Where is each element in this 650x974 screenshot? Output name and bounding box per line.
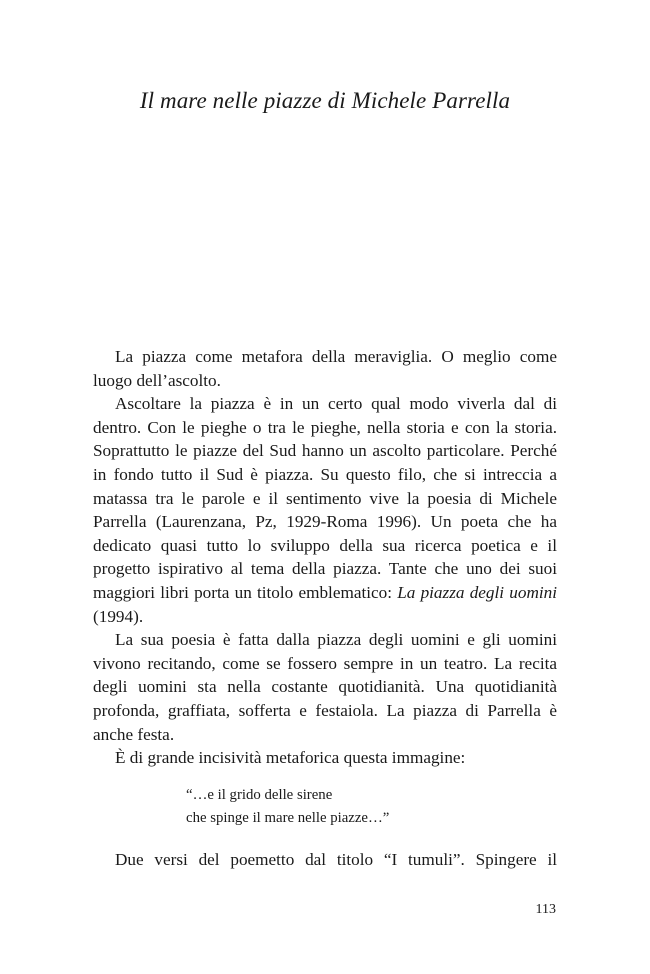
body-text — [93, 345, 557, 871]
verse-line: che spinge il mare nelle piazze…” — [186, 810, 390, 827]
book-title: La piazza degli uomini — [397, 582, 558, 602]
chapter-title: Il mare nelle piazze di Michele Parrella — [139, 88, 511, 113]
page-number: 113 — [535, 902, 556, 917]
paragraph: È di grande incisività metaforica questa immagine: — [115, 748, 466, 768]
book-year: (1994). — [93, 606, 144, 626]
verse-quote — [186, 784, 557, 831]
paragraph-text: Ascoltare la piazza è in un certo qual modo viverla dal di dentro. Con le pieghe o tra le pieghe, nella storia e con la storia. Soprattutto le piazze del Sud hanno un ascolto particolare. Perché in fondo tutto il Sud è piazza. Su questo filo, che si intreccia a matassa tra le parole e il sentimento vive la poesia di Michele Parrella (Laurenzana, Pz, 1929-Roma 1996). Un poeta che ha dedicato quasi tutto lo sviluppo della sua ricerca poetica e il progetto ispirativo al tema della piazza. Tante che uno dei suoi maggiori libri porta un titolo emblematico: — [93, 394, 557, 602]
paragraph — [93, 392, 557, 628]
verse-line: “…e il grido delle sirene — [186, 786, 333, 803]
paragraph: La sua poesia è fatta dalla piazza degli uomini e gli uomini vivono recitando, come se fossero sempre in un teatro. La recita degli uomini sta nella costante quotidianità. Una quotidianità profonda, graffiata, sofferta e festaiola. La piazza di Parrella è anche festa. — [93, 630, 557, 744]
paragraph: La piazza come metafora della meraviglia. O meglio come luogo dell’ascolto. — [93, 347, 557, 390]
paragraph: Due versi del poemetto dal titolo “I tumuli”. Spingere il — [115, 849, 557, 869]
